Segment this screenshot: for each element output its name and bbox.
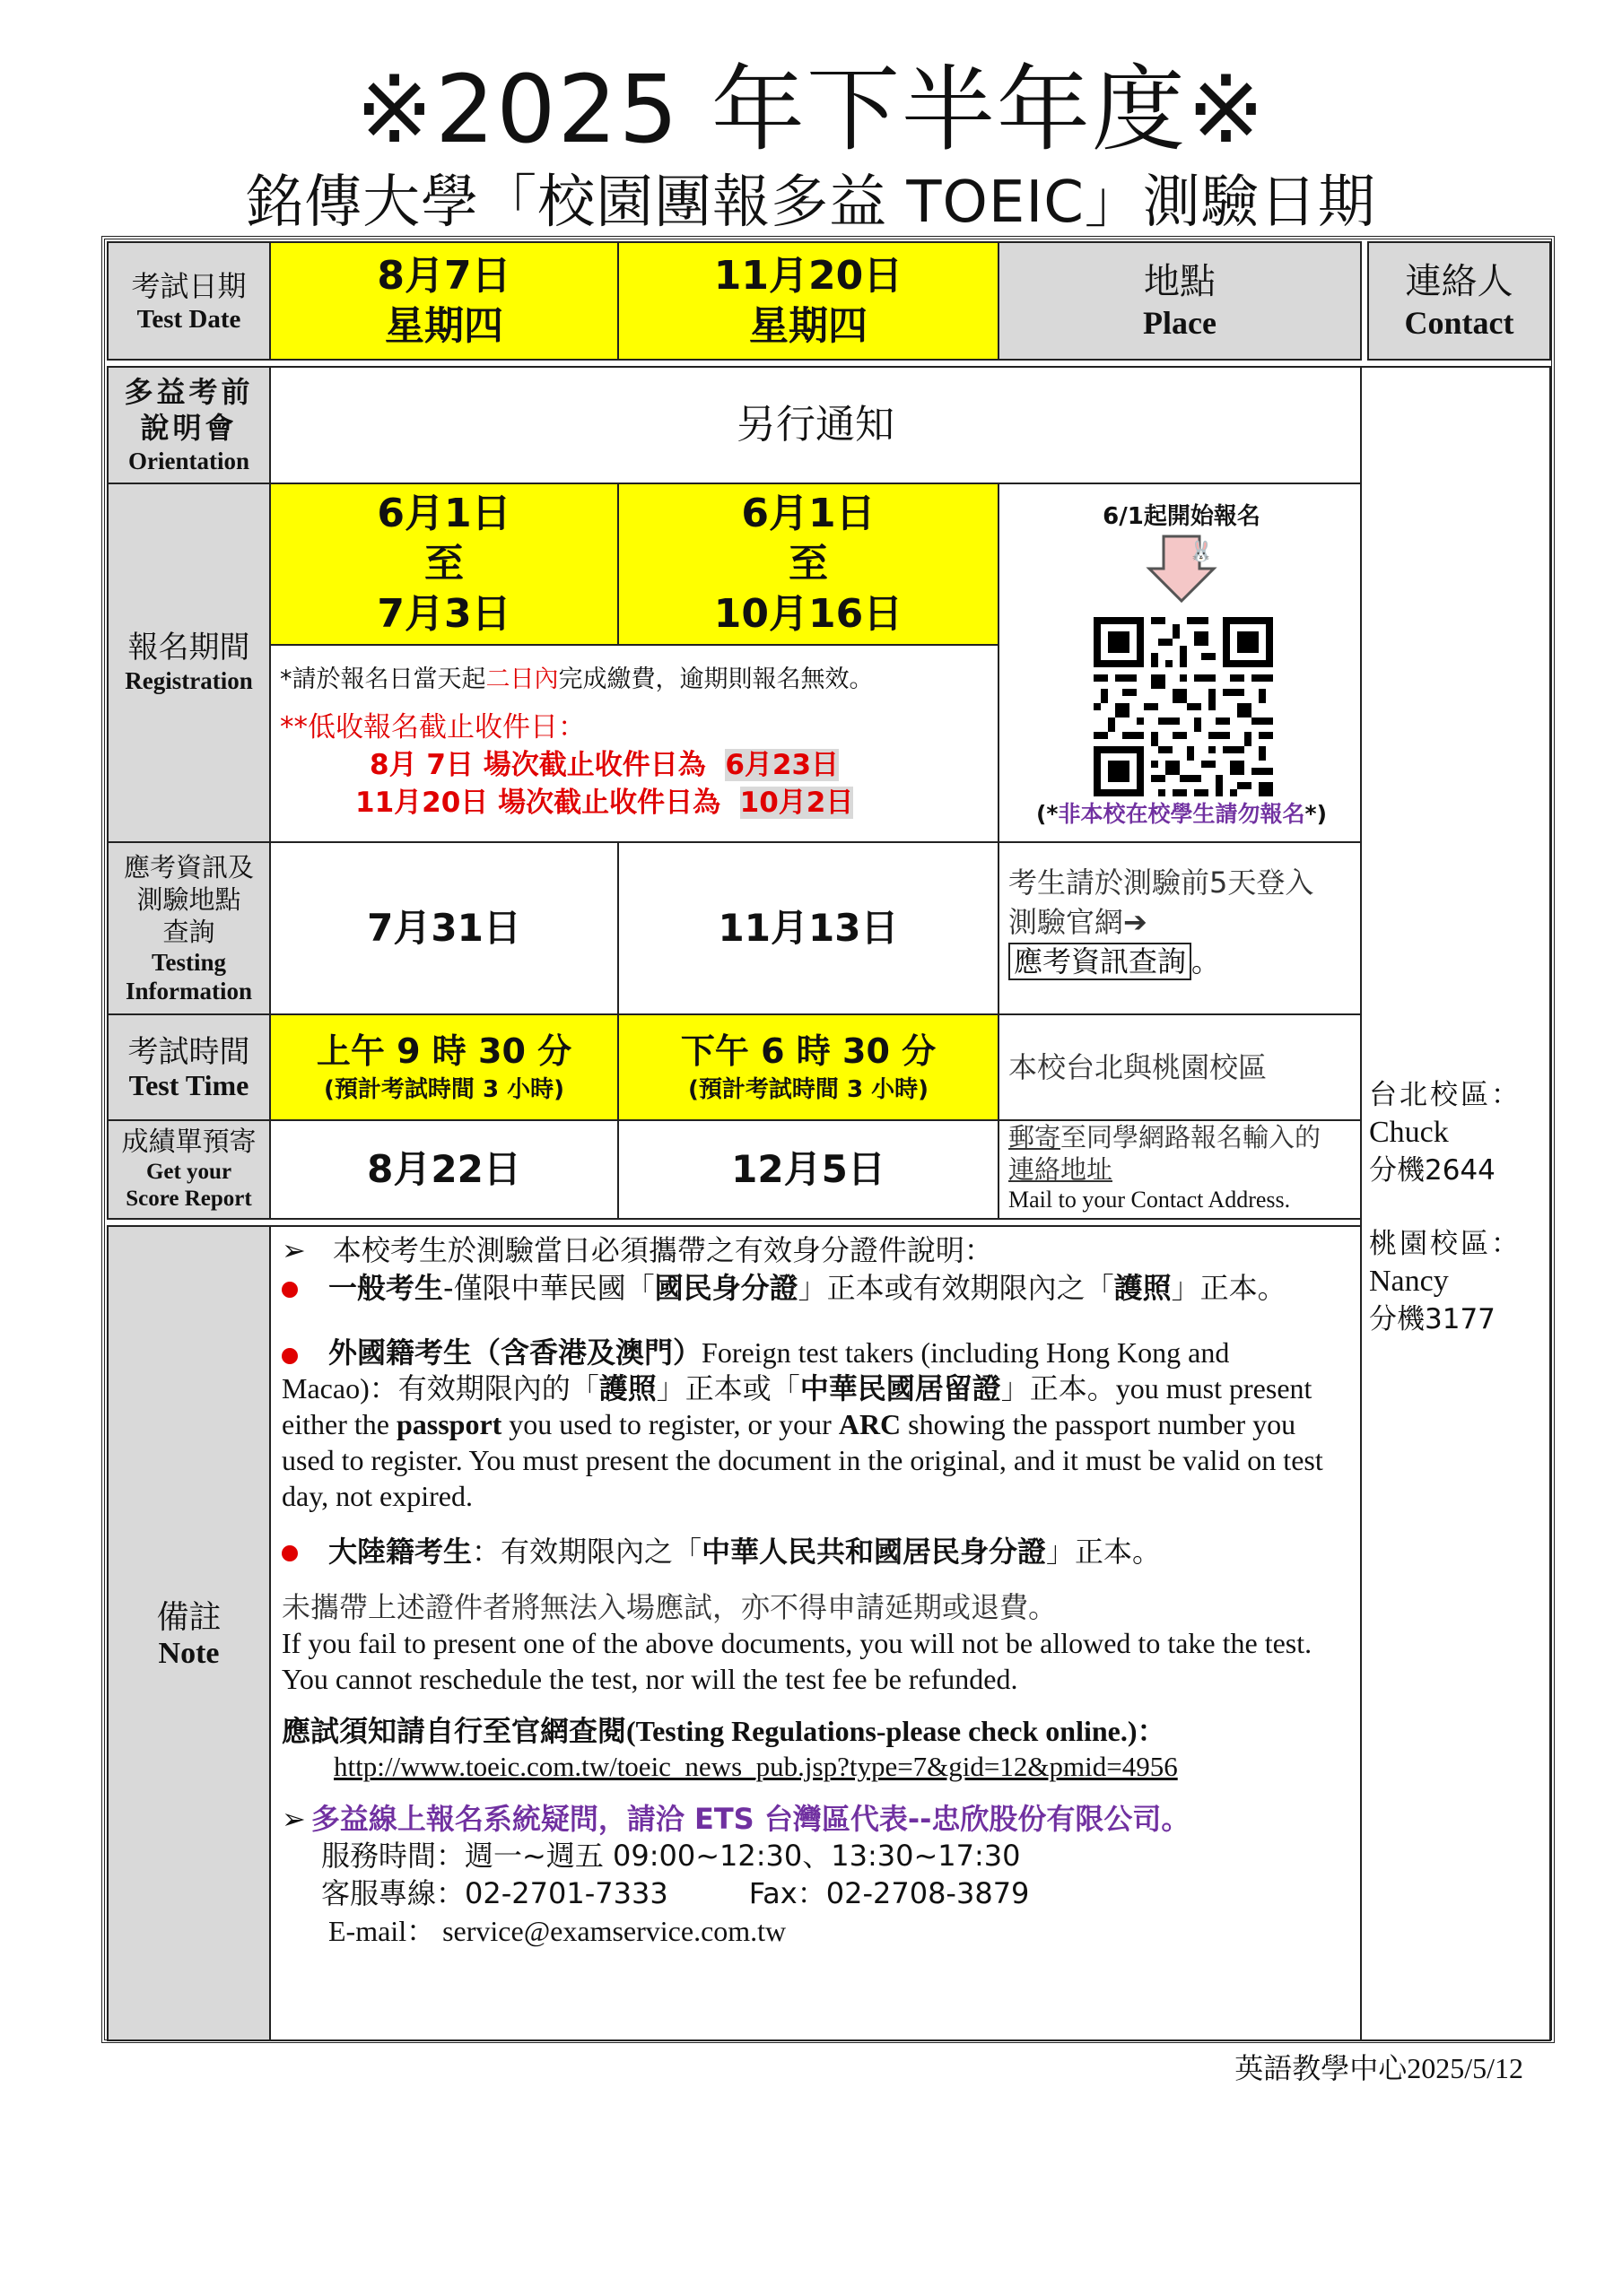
test-date-1-date: 8月7日 xyxy=(377,252,511,299)
note-mainland: 大陸籍考生：有效期限內之「中華人民共和國居民身分證」正本。 xyxy=(282,1534,1342,1570)
page-title: ※2025 年下半年度※ xyxy=(354,55,1267,164)
registration-qr-cell xyxy=(998,483,1362,843)
contact-taoyuan-ext: 分機3177 xyxy=(1369,1303,1496,1335)
testing-info-date-2-cell xyxy=(617,841,999,1015)
note-general: 一般考生-僅限中華民國「國民身分證」正本或有效期限內之「護照」正本。 xyxy=(282,1268,1342,1308)
registration-period-1-to: 至 xyxy=(424,541,464,587)
score-report-date-1: 8月22日 xyxy=(367,1147,521,1191)
contact-header-zh: 連絡人 xyxy=(1405,260,1513,302)
registration-qr-code[interactable] xyxy=(1094,617,1273,796)
test-date-2-weekday: 星期四 xyxy=(749,302,868,349)
test-date-1-weekday: 星期四 xyxy=(385,302,503,349)
test-time-label xyxy=(107,1013,271,1121)
test-date-label xyxy=(107,241,271,361)
testing-info-label-en1: Testing xyxy=(151,949,227,976)
test-time-2 xyxy=(617,1013,999,1121)
registration-notes xyxy=(269,644,999,843)
qr-caption: 6/1起開始報名 xyxy=(1103,503,1260,530)
registration-period-1 xyxy=(269,483,619,646)
note-label-zh: 備註 xyxy=(156,1599,222,1636)
testing-info-label-en2: Information xyxy=(126,978,252,1004)
note-regs-link[interactable]: http://www.toeic.com.tw/toeic_news_pub.jsp?type=7&gid=12&pmid=4956 xyxy=(334,1751,1178,1782)
low-income-title: **低收報名截止收件日： xyxy=(280,711,586,744)
orientation-value: 另行通知 xyxy=(737,402,894,448)
orientation-value-cell xyxy=(269,366,1362,484)
score-report-note-line2: 連絡地址 xyxy=(1008,1154,1113,1185)
svg-text:🐰: 🐰 xyxy=(1189,541,1214,563)
registration-period-1-end: 7月3日 xyxy=(377,591,511,637)
test-time-1 xyxy=(269,1013,619,1121)
testing-info-label-line2: 測驗地點 xyxy=(136,884,241,915)
contact-taoyuan-label: 桃園校區： xyxy=(1369,1228,1522,1260)
contact-header-en: Contact xyxy=(1404,304,1514,341)
arrow-right-icon: ➔ xyxy=(1123,905,1147,939)
bullet-dot-icon xyxy=(282,1545,298,1561)
note-email: E-mail： service@examservice.com.tw xyxy=(328,1915,787,1947)
test-date-label-zh: 考試日期 xyxy=(131,268,247,303)
testing-info-note xyxy=(998,841,1362,1015)
testing-info-label-line1: 應考資訊及 xyxy=(123,852,254,883)
page-subtitle: 銘傳大學「校園團報多益 TOEIC」測驗日期 xyxy=(246,170,1376,236)
bullet-dot-icon xyxy=(282,1348,298,1364)
score-report-date-2-cell xyxy=(617,1119,999,1220)
testing-info-date-2: 11月13日 xyxy=(718,906,899,950)
registration-period-1-start: 6月1日 xyxy=(377,491,511,536)
registration-period-2 xyxy=(617,483,999,646)
note-service-hours: 服務時間：週一~週五 09:00~12:30、13:30~17:30 xyxy=(321,1839,1021,1873)
test-time-2-time: 下午 6 時 30 分 xyxy=(680,1031,937,1071)
test-time-1-time: 上午 9 時 30 分 xyxy=(316,1031,572,1071)
test-time-label-zh: 考試時間 xyxy=(127,1034,250,1070)
note-foreign: 外國籍考生（含香港及澳門）Foreign test takers (including Hong Kong and Macao)：有效期限內的「護照」正本或「中華民國居留證」正本。you must present either the passport you used to register, or your ARC showing the passport number you used to register. You must present the document in the original, and it must be valid on test day, not expired. xyxy=(282,1335,1323,1512)
score-report-date-1-cell xyxy=(269,1119,619,1220)
contact-taipei-ext: 分機2644 xyxy=(1369,1154,1496,1187)
contact-taipei-name: Chuck xyxy=(1369,1116,1449,1149)
registration-label-zh: 報名期間 xyxy=(127,630,250,665)
orientation-label-en: Orientation xyxy=(128,448,249,474)
place-header-zh: 地點 xyxy=(1144,260,1216,302)
testing-info-date-1-cell xyxy=(269,841,619,1015)
low-income-line-2: 11月20日 場次截止收件日為 10月2日 xyxy=(355,787,854,819)
test-date-label-en: Test Date xyxy=(136,304,241,334)
note-intro: ➢ 本校考生於測驗當日必須攜帶之有效身分證件說明： xyxy=(282,1233,993,1267)
contact-column xyxy=(1360,366,1551,2041)
test-time-label-en: Test Time xyxy=(128,1069,249,1101)
note-label-en: Note xyxy=(158,1637,220,1670)
testing-info-label-line3: 查詢 xyxy=(162,917,215,947)
score-report-date-2: 12月5日 xyxy=(731,1147,885,1191)
testing-info-label xyxy=(107,841,271,1015)
contact-taipei-label: 台北校區： xyxy=(1369,1079,1522,1111)
place-header-en: Place xyxy=(1143,304,1216,341)
payment-note: *請於報名日當天起二日內完成繳費，逾期則報名無效。 xyxy=(280,665,874,693)
score-report-label-zh: 成績單預寄 xyxy=(121,1126,257,1158)
test-time-1-duration: (預計考試時間 3 小時) xyxy=(324,1076,564,1103)
note-regs-title: 應試須知請自行至官網查閱(Testing Regulations-please check online.)： xyxy=(282,1715,1166,1747)
score-report-note-line1: 郵寄至同學網路報名輸入的 xyxy=(1008,1122,1321,1152)
testing-info-date-1: 7月31日 xyxy=(367,906,521,950)
note-ets: ➢ 多益線上報名系統疑問，請洽 ETS 台灣區代表--忠欣股份有限公司。 xyxy=(282,1802,1190,1836)
low-income-line-1: 8月 7日 場次截止收件日為 6月23日 xyxy=(370,749,840,781)
test-time-2-duration: (預計考試時間 3 小時) xyxy=(688,1076,929,1103)
score-report-note xyxy=(998,1119,1362,1220)
note-warning-zh: 未攜帶上述證件者將無法入場應試，亦不得申請延期或退費。 xyxy=(282,1590,1058,1624)
place-header xyxy=(998,241,1362,361)
orientation-label-line1: 多益考前 xyxy=(124,375,254,409)
contact-taoyuan-name: Nancy xyxy=(1369,1265,1449,1298)
registration-period-2-end: 10月16日 xyxy=(713,591,903,637)
registration-label xyxy=(107,483,271,843)
contact-details xyxy=(1369,1076,1548,1338)
testing-info-note-line2: 測驗官網➔ xyxy=(1008,905,1147,939)
contact-header xyxy=(1367,241,1551,361)
down-arrow-icon xyxy=(1146,535,1217,604)
registration-label-en: Registration xyxy=(125,667,253,694)
testing-info-note-line1: 考生請於測驗前5天登入 xyxy=(1008,865,1314,900)
footer-note: 英語教學中心2025/5/12 xyxy=(1234,2052,1523,2084)
score-report-label-en2: Score Report xyxy=(126,1187,252,1211)
note-warning-en: If you fail to present one of the above documents, you will not be allowed to take the test. You cannot reschedule the test, nor will the test fee be refunded. xyxy=(282,1627,1312,1695)
test-place-cell xyxy=(998,1013,1362,1121)
orientation-label-line2: 說明會 xyxy=(140,411,238,445)
orientation-label xyxy=(107,366,271,484)
test-date-1 xyxy=(269,241,619,361)
note-content xyxy=(269,1225,1362,2041)
score-report-label xyxy=(107,1119,271,1220)
score-report-note-en: Mail to your Contact Address. xyxy=(1008,1187,1291,1213)
note-hotline: 客服專線：02-2701-7333 Fax：02-2708-3879 xyxy=(321,1876,1030,1910)
registration-period-2-start: 6月1日 xyxy=(741,491,876,536)
testing-info-note-line3: 應考資訊查詢 。 xyxy=(1008,942,1360,981)
note-label xyxy=(107,1225,271,2041)
qr-note: (*非本校在校學生請勿報名*) xyxy=(1035,801,1327,827)
registration-period-2-to: 至 xyxy=(789,541,828,587)
score-report-label-en1: Get your xyxy=(145,1160,232,1184)
test-date-2 xyxy=(617,241,999,361)
bullet-dot-icon xyxy=(282,1282,298,1298)
test-date-2-date: 11月20日 xyxy=(713,252,903,299)
test-info-query-link[interactable]: 應考資訊查詢 xyxy=(1008,943,1191,980)
test-place: 本校台北與桃園校區 xyxy=(1008,1050,1268,1084)
